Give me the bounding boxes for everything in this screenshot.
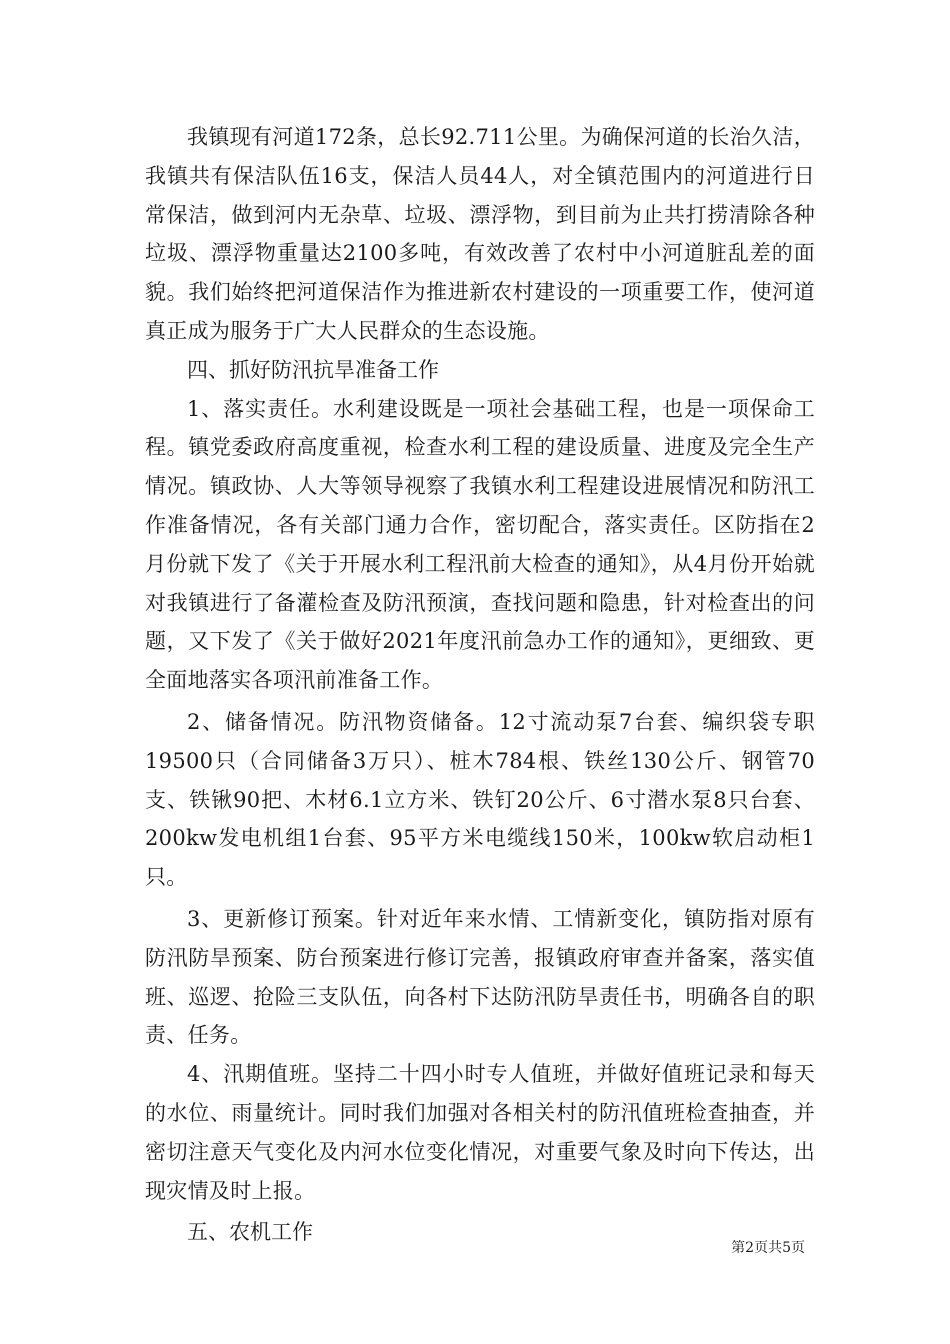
paragraph-plan-revision: 3、更新修订预案。针对近年来水情、工情新变化，镇防指对原有防汛防旱预案、防台预案进行修订完善，报镇政府审查并备案，落实值班、巡逻、抢险三支队伍，向各村下达防汛防旱责任书，明确各自的职责、任务。: [145, 906, 815, 1048]
paragraph-responsibility: 1、落实责任。水利建设既是一项社会基础工程，也是一项保命工程。镇党委政府高度重视，检查水利工程的建设质量、进度及完全生产情况。镇政协、人大等领导视察了我镇水利工程建设进展情况和防汛工作准备情况，各有关部门通力合作，密切配合，落实责任。区防指在2月份就下发了《关于开展水利工程汛前大检查的通知》，从4月份开始就对我镇进行了备灌检查及防汛预演，查找问题和隐患，针对检查出的问题，又下发了《关于做好2021年度汛前急办工作的通知》，更细致、更全面地落实各项汛前准备工作。: [145, 396, 815, 693]
paragraph-river-cleaning: 我镇现有河道172条，总长92.711公里。为确保河道的长治久洁，我镇共有保洁队伍16支，保洁人员44人，对全镇范围内的河道进行日常保洁，做到河内无杂草、垃圾、漂浮物，到目前为止共打捞清除各种垃圾、漂浮物重量达2100多吨，有效改善了农村中小河道脏乱差的面貌。我们始终把河道保洁作为推进新农村建设的一项重要工作，使河道真正成为服务于广大人民群众的生态设施。: [145, 125, 815, 343]
section-heading-agricultural-machinery: 五、农机工作: [187, 1220, 313, 1245]
paragraph-flood-duty: 4、汛期值班。坚持二十四小时专人值班，并做好值班记录和每天的水位、雨量统计。同时我们加强对各相关村的防汛值班检查抽查，并密切注意天气变化及内河水位变化情况，对重要气象及时向下传达，出现灾情及时上报。: [145, 1062, 815, 1203]
document-body: [145, 118, 815, 1252]
section-heading-flood-prevention: 四、抓好防汛抗旱准备工作: [187, 357, 439, 382]
page-number-footer: 第2页共5页: [731, 1240, 805, 1256]
paragraph-reserves: 2、储备情况。防汛物资储备。12寸流动泵7台套、编织袋专职19500只（合同储备3万只）、桩木784根、铁丝130公斤、钢管70支、铁锹90把、木材6.1立方米、铁钉20公斤、6寸潜水泵8只台套、200kw发电机组1台套、95平方米电缆线150米，100kw软启动柜1只。: [145, 709, 815, 890]
